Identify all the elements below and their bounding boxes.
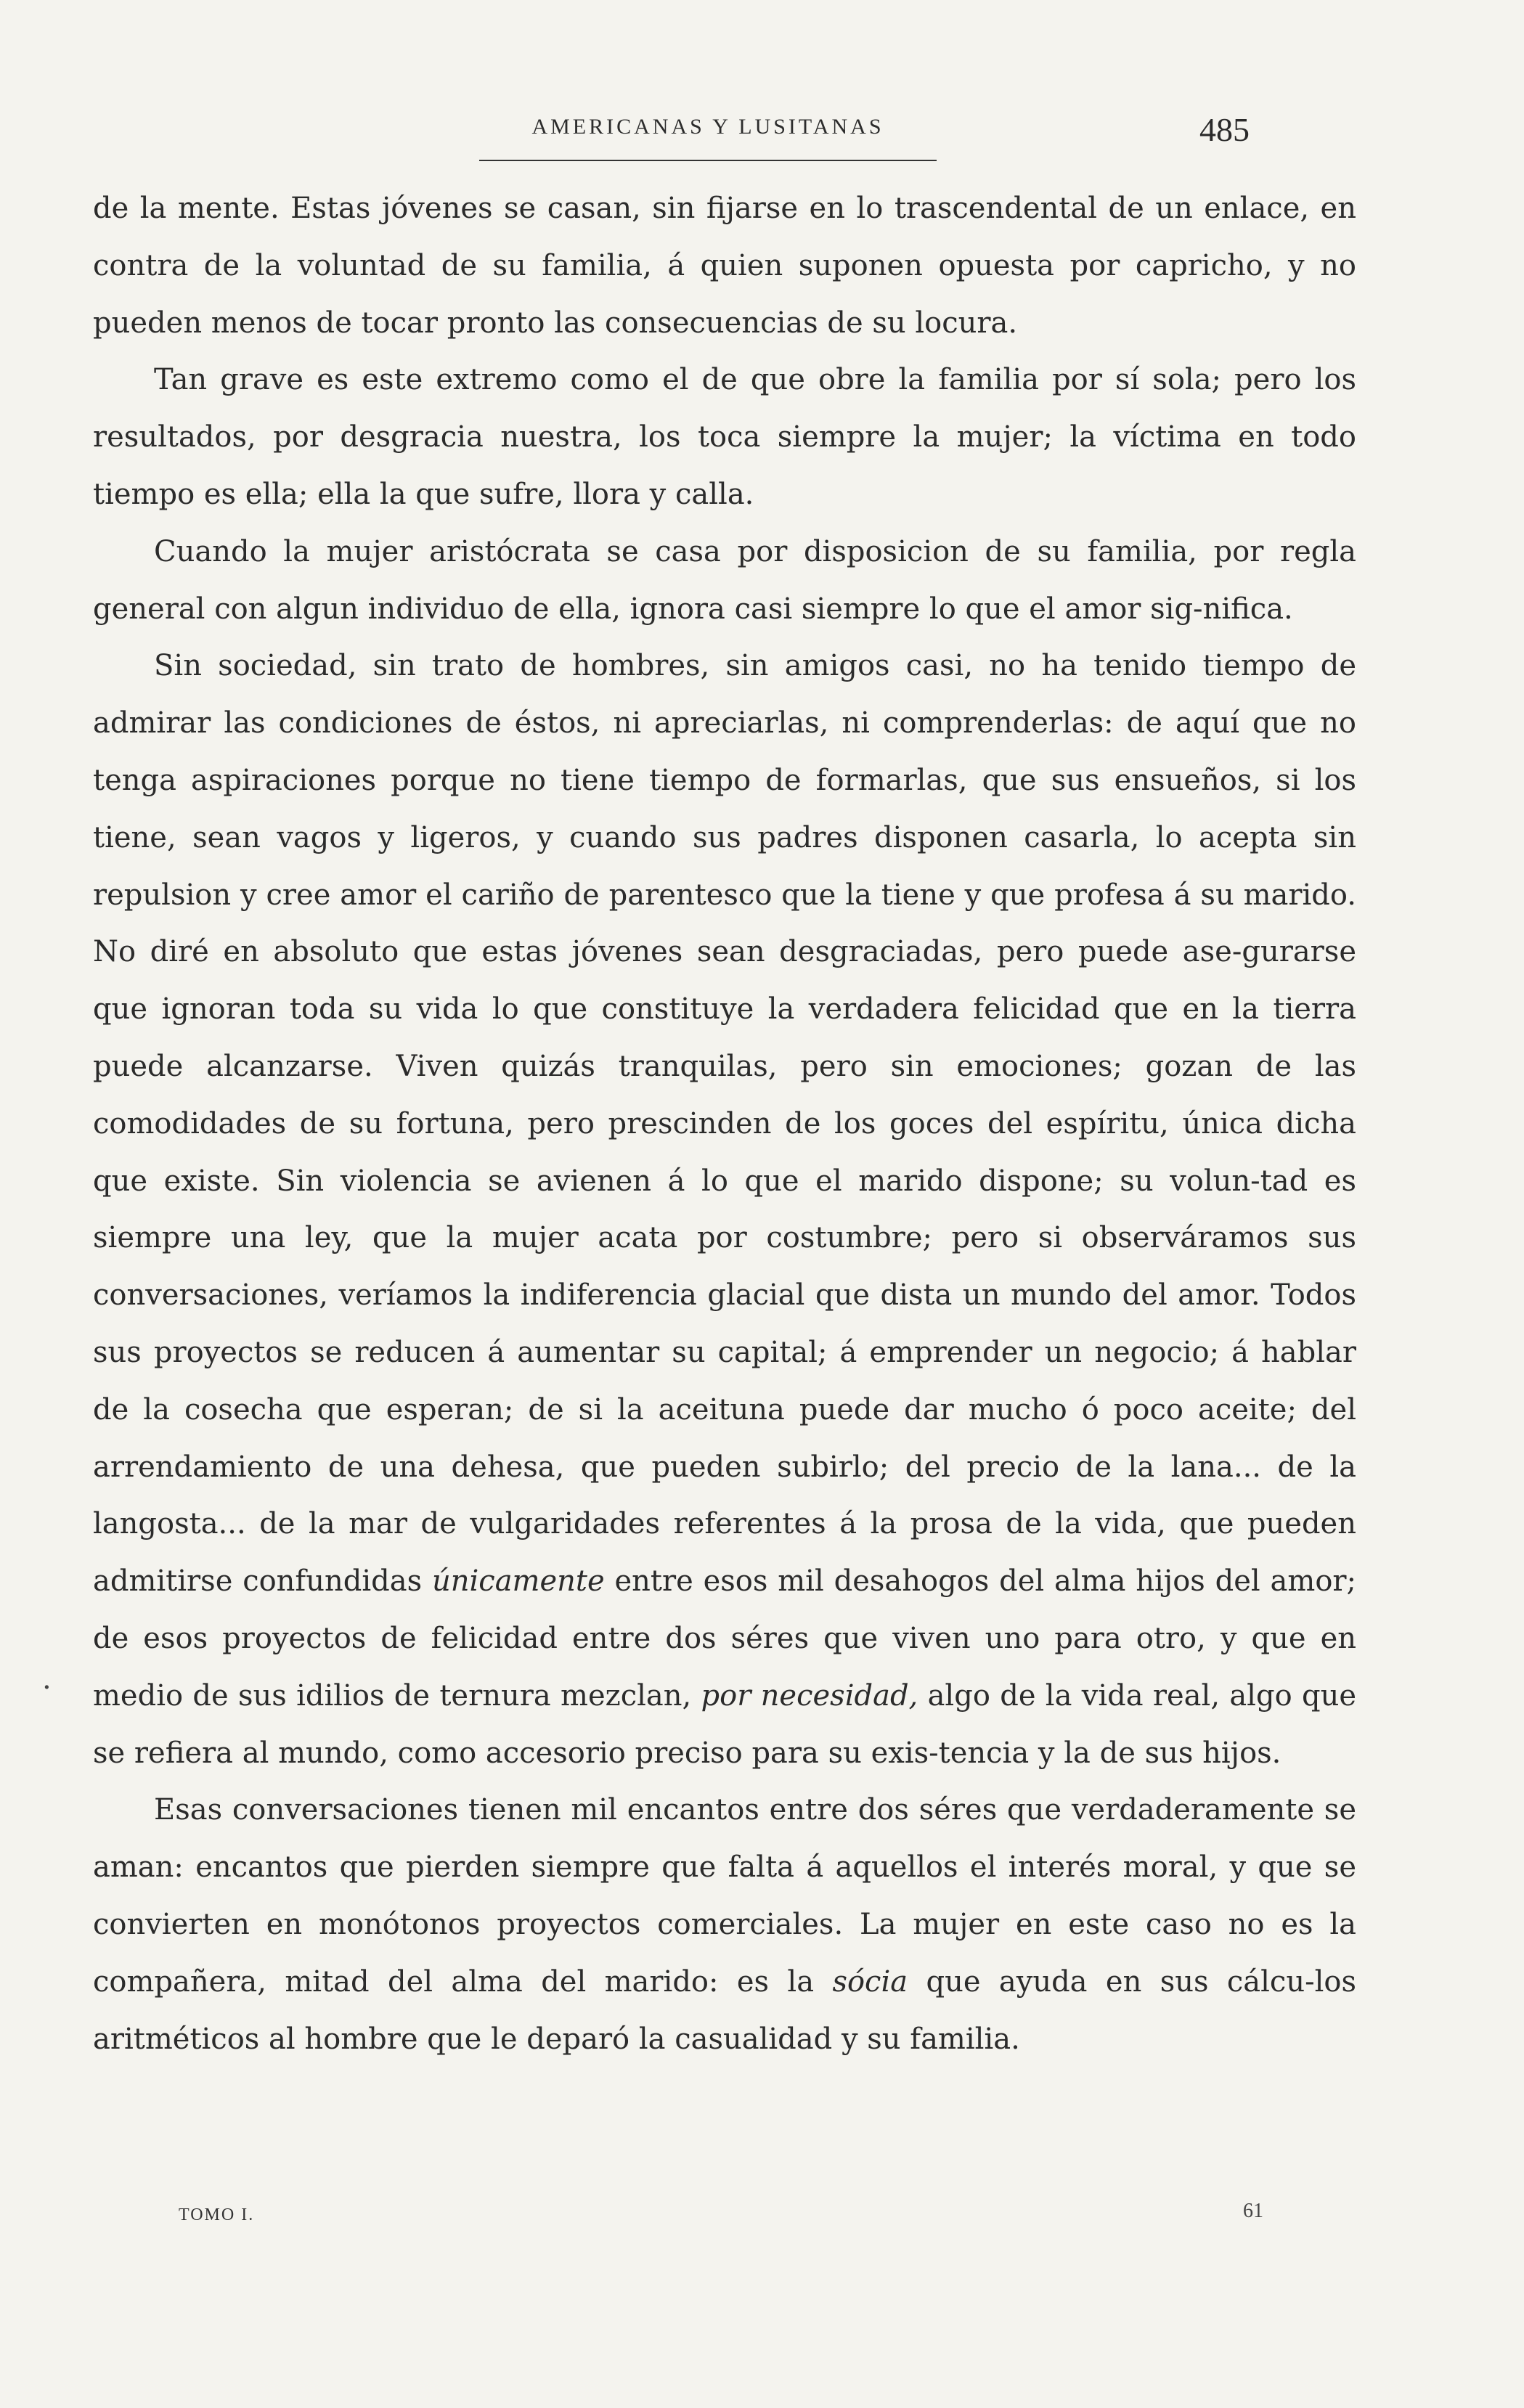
paragraph-4-part-2: entre esos mil desahogos del alma hijos del amor; de esos proyectos de felicidad entre dos séres que viven uno para otro, y que en medio de sus idilios de ternura mezclan, — [93, 1564, 1356, 1713]
paragraph-5-part-2: que ayuda en sus cálcu-los aritméticos al hombre que le deparó la casualidad y su familia. — [93, 1964, 1357, 2056]
paragraph-3: Cuando la mujer aristócrata se casa por disposicion de su familia, por regla general con algun individuo de ella, ignora casi siempre lo que el amor sig-nifica. — [93, 534, 1356, 626]
margin-mark: . — [42, 1662, 52, 1696]
italic-emphasis-unicamente: únicamente — [431, 1564, 605, 1599]
italic-emphasis-por-necesidad: por necesidad, — [701, 1678, 918, 1713]
running-title: AMERICANAS Y LUSITANAS — [479, 115, 937, 161]
paragraph-4-part-1: Sin sociedad, sin trato de hombres, sin amigos casi, no ha tenido tiempo de admirar las condiciones de éstos, ni apreciarlas, ni comprenderlas: de aquí que no tenga aspiraciones porque no tiene tiempo de formarlas, que sus ensueños, si los tiene, sean vagos y ligeros, y cuando sus padres disponen casarla, lo acepta sin repulsion y cree amor el cariño de parentesco que la tiene y que profesa á su marido. No diré en absoluto que estas jóvenes sean desgraciadas, pero puede ase-gurarse que ignoran toda su vida lo que constituye la verdadera felicidad que en la tierra puede alcanzarse. Viven quizás tranquilas, pero sin emociones; gozan de las comodidades de su fortuna, pero prescinden de los goces del espíritu, única dicha que existe. Sin violencia se avienen á lo que el marido dispone; su volun-tad es siempre una ley, que la mujer acata por costumbre; pero si observáramos sus conversaciones, veríamos la indiferencia glacial que dista un mundo del amor. Todos sus proyectos se reducen á aumentar su capital; á emprender un negocio; á hablar de la cosecha que esperan; de si la aceituna puede dar mucho ó poco aceite; del arrendamiento de una dehesa, que pueden subirlo; del precio de la lana... de la langosta... de la mar de vulgaridades referentes á la prosa de la vida, que pueden admitirse confundidas — [93, 649, 1356, 1599]
paragraph-4 — [93, 637, 1356, 1781]
paragraph-4-part-3: algo de la vida real, algo que se refiera al mundo, como accesorio preciso para su exis-tencia y la de sus hijos. — [93, 1678, 1357, 1770]
italic-emphasis-socia: sócia — [832, 1964, 908, 1999]
signature-mark: 61 — [1243, 2200, 1263, 2222]
page-number: 485 — [1199, 111, 1250, 148]
paragraph-5 — [93, 1781, 1356, 2068]
paragraph-2: Tan grave es este extremo como el de que obre la familia por sí sola; pero los resultados, por desgracia nuestra, los toca siempre la mujer; la víctima en todo tiempo es ella; ella la que sufre, llora y calla. — [93, 363, 1356, 511]
paragraph-5-part-1: Esas conversaciones tienen mil encantos entre dos séres que verdaderamente se aman: encantos que pierden siempre que falta á aquellos el interés moral, y que se convierten en monótonos proyectos comerciales. La mujer en este caso no es la compañera, mitad del alma del marido: es la — [93, 1793, 1356, 1999]
volume-label: TOMO I. — [179, 2205, 255, 2224]
paragraph-1: de la mente. Estas jóvenes se casan, sin fijarse en lo trascendental de un enlace, en contra de la voluntad de su familia, á quien suponen opuesta por capricho, y no pueden menos de tocar pronto las consecuencias de su locura. — [93, 192, 1356, 340]
body-text — [93, 180, 1356, 2068]
